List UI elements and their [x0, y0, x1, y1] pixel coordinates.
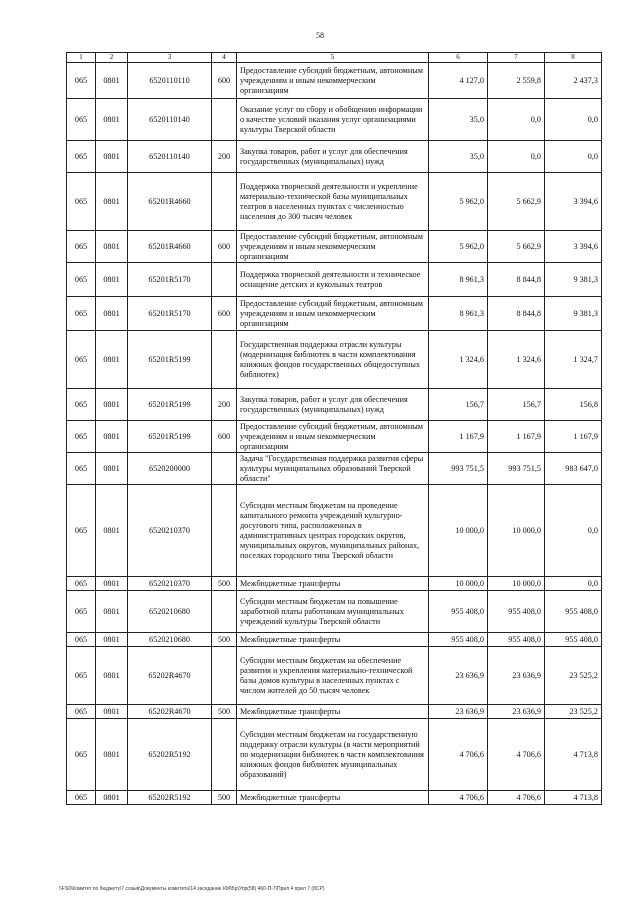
amount-year2-cell: 5 662,9 — [488, 173, 545, 231]
description-cell: Поддержка творческой деятельности и укрепление материально-технической базы муниципальных театров в населенных пунктах с численностью населения до 300 тысяч человек — [237, 173, 429, 231]
amount-year3-cell: 3 394,6 — [545, 231, 602, 263]
amount-year2-cell: 955 408,0 — [488, 633, 545, 647]
section-code-cell: 0801 — [96, 173, 128, 231]
table-row — [67, 719, 602, 791]
section-code-cell: 0801 — [96, 577, 128, 591]
admin-code-cell: 065 — [67, 297, 96, 331]
table-row — [67, 577, 602, 591]
target-article-cell: 6520210370 — [128, 577, 212, 591]
amount-year3-cell: 4 713,8 — [545, 719, 602, 791]
section-code-cell: 0801 — [96, 231, 128, 263]
expense-type-cell — [212, 719, 237, 791]
target-article-cell: 6520210370 — [128, 485, 212, 577]
target-article-cell: 65201R5170 — [128, 297, 212, 331]
amount-year2-cell: 8 844,8 — [488, 263, 545, 297]
description-cell: Межбюджетные трансферты — [237, 633, 429, 647]
section-code-cell: 0801 — [96, 485, 128, 577]
expense-type-cell: 500 — [212, 633, 237, 647]
section-code-cell: 0801 — [96, 297, 128, 331]
expense-type-cell — [212, 647, 237, 705]
admin-code-cell: 065 — [67, 331, 96, 389]
amount-year1-cell: 1 324,6 — [429, 331, 488, 389]
description-cell: Предоставление субсидий бюджетным, автономным учреждениям и иным некоммерческим организациям — [237, 421, 429, 453]
description-cell: Государственная поддержка отрасли культуры (модернизация библиотек в части комплектования книжных фондов государственных общедоступных библиотек) — [237, 331, 429, 389]
description-cell: Межбюджетные трансферты — [237, 577, 429, 591]
table-row — [67, 633, 602, 647]
amount-year3-cell: 983 647,0 — [545, 453, 602, 485]
section-code-cell: 0801 — [96, 633, 128, 647]
amount-year3-cell: 156,8 — [545, 389, 602, 421]
target-article-cell: 65201R5170 — [128, 263, 212, 297]
admin-code-cell: 065 — [67, 791, 96, 805]
table-row — [67, 705, 602, 719]
header-cell: 8 — [545, 53, 602, 63]
amount-year2-cell: 4 706,6 — [488, 719, 545, 791]
admin-code-cell: 065 — [67, 705, 96, 719]
amount-year1-cell: 156,7 — [429, 389, 488, 421]
expense-type-cell — [212, 591, 237, 633]
amount-year2-cell: 23 636,9 — [488, 705, 545, 719]
target-article-cell: 65201R4660 — [128, 231, 212, 263]
amount-year1-cell: 5 962,0 — [429, 231, 488, 263]
expense-type-cell: 200 — [212, 141, 237, 173]
target-article-cell: 6520110140 — [128, 141, 212, 173]
amount-year2-cell: 8 844,8 — [488, 297, 545, 331]
page-number: 58 — [316, 31, 324, 40]
admin-code-cell: 065 — [67, 453, 96, 485]
admin-code-cell: 065 — [67, 389, 96, 421]
amount-year3-cell: 4 713,8 — [545, 791, 602, 805]
table-row — [67, 647, 602, 705]
section-code-cell: 0801 — [96, 421, 128, 453]
table-row — [67, 389, 602, 421]
amount-year3-cell: 0,0 — [545, 577, 602, 591]
header-cell: 3 — [128, 53, 212, 63]
admin-code-cell: 065 — [67, 421, 96, 453]
amount-year1-cell: 4 706,6 — [429, 719, 488, 791]
expense-type-cell — [212, 453, 237, 485]
budget-table — [66, 52, 602, 805]
section-code-cell: 0801 — [96, 99, 128, 141]
expense-type-cell — [212, 331, 237, 389]
description-cell: Предоставление субсидий бюджетным, автономным учреждениям и иным некоммерческим организациям — [237, 231, 429, 263]
amount-year3-cell: 955 408,0 — [545, 633, 602, 647]
table-row — [67, 63, 602, 99]
header-cell: 2 — [96, 53, 128, 63]
amount-year1-cell: 955 408,0 — [429, 633, 488, 647]
target-article-cell: 6520200000 — [128, 453, 212, 485]
section-code-cell: 0801 — [96, 331, 128, 389]
amount-year3-cell: 23 525,2 — [545, 705, 602, 719]
amount-year3-cell: 0,0 — [545, 485, 602, 577]
section-code-cell: 0801 — [96, 591, 128, 633]
amount-year1-cell: 8 961,3 — [429, 297, 488, 331]
amount-year3-cell: 0,0 — [545, 99, 602, 141]
target-article-cell: 65201R5199 — [128, 421, 212, 453]
amount-year1-cell: 10 000,0 — [429, 485, 488, 577]
header-cell: 7 — [488, 53, 545, 63]
table-row — [67, 453, 602, 485]
section-code-cell: 0801 — [96, 141, 128, 173]
admin-code-cell: 065 — [67, 173, 96, 231]
section-code-cell: 0801 — [96, 389, 128, 421]
admin-code-cell: 065 — [67, 591, 96, 633]
target-article-cell: 65201R4660 — [128, 173, 212, 231]
target-article-cell: 65202R4670 — [128, 647, 212, 705]
amount-year2-cell: 10 000,0 — [488, 485, 545, 577]
description-cell: Предоставление субсидий бюджетным, автономным учреждениям и иным некоммерческим организациям — [237, 63, 429, 99]
admin-code-cell: 065 — [67, 231, 96, 263]
admin-code-cell: 065 — [67, 577, 96, 591]
expense-type-cell: 600 — [212, 231, 237, 263]
expense-type-cell: 600 — [212, 63, 237, 99]
section-code-cell: 0801 — [96, 453, 128, 485]
table-row — [67, 791, 602, 805]
amount-year2-cell: 1 324,6 — [488, 331, 545, 389]
amount-year2-cell: 5 662,9 — [488, 231, 545, 263]
target-article-cell: 6520210680 — [128, 591, 212, 633]
amount-year3-cell: 2 437,3 — [545, 63, 602, 99]
amount-year1-cell: 993 751,5 — [429, 453, 488, 485]
target-article-cell: 6520210680 — [128, 633, 212, 647]
file-path-footer: \\FS0\Комитет по бюджету\7 созыв\Документы комитета\14 заседание КМ\Бр\Упр(58) 460-П-7\Прил 4 прил 7 (8СР) — [59, 886, 325, 892]
amount-year3-cell: 1 167,9 — [545, 421, 602, 453]
amount-year1-cell: 10 000,0 — [429, 577, 488, 591]
amount-year1-cell: 4 127,0 — [429, 63, 488, 99]
admin-code-cell: 065 — [67, 647, 96, 705]
amount-year3-cell: 23 525,2 — [545, 647, 602, 705]
amount-year2-cell: 2 559,8 — [488, 63, 545, 99]
section-code-cell: 0801 — [96, 63, 128, 99]
description-cell: Закупка товаров, работ и услуг для обеспечения государственных (муниципальных) нужд — [237, 389, 429, 421]
expense-type-cell — [212, 173, 237, 231]
amount-year2-cell: 23 636,9 — [488, 647, 545, 705]
description-cell: Межбюджетные трансферты — [237, 791, 429, 805]
target-article-cell: 65202R5192 — [128, 719, 212, 791]
expense-type-cell: 500 — [212, 705, 237, 719]
table-row — [67, 263, 602, 297]
table-row — [67, 421, 602, 453]
target-article-cell: 65201R5199 — [128, 331, 212, 389]
amount-year3-cell: 0,0 — [545, 141, 602, 173]
amount-year2-cell: 0,0 — [488, 99, 545, 141]
section-code-cell: 0801 — [96, 647, 128, 705]
table-row — [67, 591, 602, 633]
amount-year1-cell: 955 408,0 — [429, 591, 488, 633]
amount-year2-cell: 156,7 — [488, 389, 545, 421]
description-cell: Предоставление субсидий бюджетным, автономным учреждениям и иным некоммерческим организациям — [237, 297, 429, 331]
description-cell: Субсидии местным бюджетам на государственную поддержку отрасли культуры (в части мероприятий по модернизации библиотек в части комплектования книжных фондов библиотек муниципальных образований) — [237, 719, 429, 791]
amount-year2-cell: 4 706,6 — [488, 791, 545, 805]
table-header-row — [67, 53, 602, 63]
amount-year1-cell: 8 961,3 — [429, 263, 488, 297]
expense-type-cell: 500 — [212, 791, 237, 805]
table-row — [67, 99, 602, 141]
expense-type-cell — [212, 485, 237, 577]
table-row — [67, 141, 602, 173]
description-cell: Субсидии местным бюджетам на обеспечение развития и укрепления материально-технической базы домов культуры в населенных пунктах с числом жителей до 50 тысяч человек — [237, 647, 429, 705]
amount-year3-cell: 9 381,3 — [545, 297, 602, 331]
expense-type-cell: 600 — [212, 421, 237, 453]
expense-type-cell: 500 — [212, 577, 237, 591]
header-cell: 6 — [429, 53, 488, 63]
amount-year1-cell: 23 636,9 — [429, 705, 488, 719]
description-cell: Межбюджетные трансферты — [237, 705, 429, 719]
description-cell: Поддержка творческой деятельности и техническое оснащение детских и кукольных театров — [237, 263, 429, 297]
description-cell: Субсидии местным бюджетам на повышение заработной платы работникам муниципальных учреждений культуры Тверской области — [237, 591, 429, 633]
admin-code-cell: 065 — [67, 485, 96, 577]
admin-code-cell: 065 — [67, 633, 96, 647]
admin-code-cell: 065 — [67, 263, 96, 297]
admin-code-cell: 065 — [67, 141, 96, 173]
amount-year1-cell: 4 706,6 — [429, 791, 488, 805]
expense-type-cell — [212, 99, 237, 141]
table-row — [67, 297, 602, 331]
section-code-cell: 0801 — [96, 791, 128, 805]
target-article-cell: 6520110110 — [128, 63, 212, 99]
header-cell: 4 — [212, 53, 237, 63]
target-article-cell: 65202R5192 — [128, 791, 212, 805]
table-row — [67, 485, 602, 577]
target-article-cell: 6520110140 — [128, 99, 212, 141]
table-row — [67, 173, 602, 231]
description-cell: Оказание услуг по сбору и обобщению информации о качестве условий оказания услуг организациями культуры Тверской области — [237, 99, 429, 141]
amount-year2-cell: 1 167,9 — [488, 421, 545, 453]
section-code-cell: 0801 — [96, 705, 128, 719]
amount-year2-cell: 993 751,5 — [488, 453, 545, 485]
target-article-cell: 65201R5199 — [128, 389, 212, 421]
amount-year1-cell: 35,0 — [429, 99, 488, 141]
expense-type-cell: 200 — [212, 389, 237, 421]
expense-type-cell — [212, 263, 237, 297]
amount-year3-cell: 955 408,0 — [545, 591, 602, 633]
amount-year1-cell: 23 636,9 — [429, 647, 488, 705]
amount-year1-cell: 35,0 — [429, 141, 488, 173]
description-cell: Закупка товаров, работ и услуг для обеспечения государственных (муниципальных) нужд — [237, 141, 429, 173]
description-cell: Задача "Государственная поддержка развития сферы культуры муниципальных образований Тверской области" — [237, 453, 429, 485]
amount-year1-cell: 1 167,9 — [429, 421, 488, 453]
admin-code-cell: 065 — [67, 99, 96, 141]
description-cell: Субсидии местным бюджетам на проведение капитального ремонта учреждений культурно-досугового типа, расположенных в административных центрах городских округов, муниципальных округов, муниципальных районах, поселках городского типа Тверской области — [237, 485, 429, 577]
expense-type-cell: 600 — [212, 297, 237, 331]
amount-year3-cell: 3 394,6 — [545, 173, 602, 231]
amount-year1-cell: 5 962,0 — [429, 173, 488, 231]
amount-year2-cell: 0,0 — [488, 141, 545, 173]
admin-code-cell: 065 — [67, 719, 96, 791]
amount-year2-cell: 955 408,0 — [488, 591, 545, 633]
table-row — [67, 231, 602, 263]
target-article-cell: 65202R4670 — [128, 705, 212, 719]
amount-year3-cell: 9 381,3 — [545, 263, 602, 297]
section-code-cell: 0801 — [96, 719, 128, 791]
amount-year3-cell: 1 324,7 — [545, 331, 602, 389]
table-row — [67, 331, 602, 389]
admin-code-cell: 065 — [67, 63, 96, 99]
amount-year2-cell: 10 000,0 — [488, 577, 545, 591]
header-cell: 1 — [67, 53, 96, 63]
header-cell: 5 — [237, 53, 429, 63]
section-code-cell: 0801 — [96, 263, 128, 297]
